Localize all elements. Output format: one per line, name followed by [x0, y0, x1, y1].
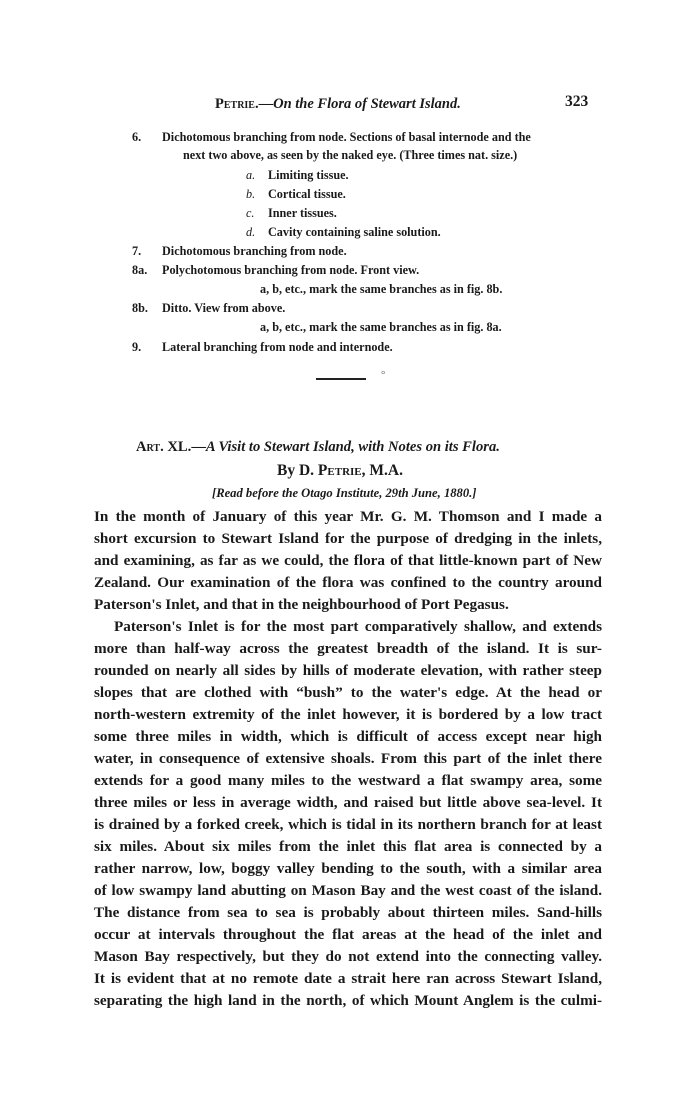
body-line: three miles or less in average width, and raised but little above sea-level. It: [94, 794, 602, 811]
legend-letter: a.: [246, 168, 256, 182]
body-line: Paterson's Inlet is for the most part comparatively shallow, and extends: [114, 618, 602, 635]
body-line: Mason Bay respectively, but they do not extend into the connecting valley.: [94, 948, 602, 965]
legend-letter: c.: [246, 206, 255, 220]
body-line: The distance from sea to sea is probably about thirteen miles. Sand-hills: [94, 904, 602, 921]
body-line: six miles. About six miles from the inlet this flat area is connected by a: [94, 838, 602, 855]
body-line: Zealand. Our examination of the flora was confined to the country around: [94, 574, 602, 591]
divider-mark: °: [381, 369, 386, 381]
body-line: Paterson's Inlet, and that in the neighbourhood of Port Pegasus.: [94, 596, 509, 613]
legend-text: Lateral branching from node and internode.: [162, 340, 393, 354]
legend-number: 6.: [132, 130, 142, 144]
section-divider: [316, 378, 366, 380]
body-line: water, in consequence of extensive shoals. From this part of the inlet there: [94, 750, 602, 767]
legend-letter: b.: [246, 187, 256, 201]
page-number: 323: [565, 93, 589, 110]
body-line: is drained by a forked creek, which is tidal in its northern branch for at least: [94, 816, 602, 833]
body-line: some three miles in width, which is difficult of access except near high: [94, 728, 602, 745]
body-line: rather narrow, low, boggy valley bending to the south, with a similar area: [94, 860, 602, 877]
legend-text: Dichotomous branching from node.: [162, 244, 347, 258]
body-line: rounded on nearly all sides by hills of moderate elevation, with rather steep: [94, 662, 602, 679]
body-line: north-western extremity of the inlet however, it is bordered by a low tract: [94, 706, 602, 723]
byline-prefix: By D.: [277, 462, 315, 479]
legend-text: next two above, as seen by the naked eye. (Three times nat. size.): [183, 148, 518, 162]
legend-text: Inner tissues.: [268, 206, 337, 220]
legend-number: 8b.: [132, 301, 148, 315]
body-line: It is evident that at no remote date a strait here ran across Stewart Island,: [94, 970, 602, 987]
byline-name: Petrie,: [317, 462, 366, 479]
body-line: short excursion to Stewart Island for the purpose of dredging in the inlets,: [94, 530, 602, 547]
legend-text: Limiting tissue.: [268, 168, 349, 182]
legend-number: 8a.: [132, 263, 148, 277]
legend-text: a, b, etc., mark the same branches as in fig. 8a.: [260, 320, 502, 334]
legend-number: 9.: [132, 340, 142, 354]
article-byline: [277, 462, 403, 480]
body-line: slopes that are clothed with “bush” to the water's edge. At the head or: [94, 684, 602, 701]
body-line: more than half-way across the greatest breadth of the island. It is sur-: [94, 640, 602, 657]
running-head-title-rest: On the Flora of Stewart Island.: [273, 96, 461, 112]
read-note: [Read before the Otago Institute, 29th June, 1880.]: [212, 486, 477, 500]
legend-text: Polychotomous branching from node. Front view.: [162, 263, 420, 277]
legend-text: a, b, etc., mark the same branches as in fig. 8b.: [260, 282, 503, 296]
article-dash: —: [191, 439, 206, 455]
article-title: A Visit to Stewart Island, with Notes on its Flora.: [205, 439, 500, 455]
running-head-separator: —: [258, 96, 274, 112]
body-line: separating the high land in the north, of which Mount Anglem is the culmi-: [94, 992, 602, 1009]
body-line: and examining, as far as we could, the flora of that little-known part of New: [94, 552, 602, 569]
legend-text: Dichotomous branching from node. Sections of basal internode and the: [162, 130, 531, 144]
body-line: occur at intervals throughout the flat areas at the head of the inlet and: [94, 926, 602, 943]
running-head: [0, 93, 686, 116]
legend-letter: d.: [246, 225, 256, 239]
legend-text: Cavity containing saline solution.: [268, 225, 441, 239]
running-head-author: Petrie.: [215, 96, 259, 112]
legend-number: 7.: [132, 244, 142, 258]
running-head-title: [215, 96, 461, 113]
body-line: of low swampy land abutting on Mason Bay and the west coast of the island.: [94, 882, 602, 899]
body-line: extends for a good many miles to the westward a flat swampy area, some: [94, 772, 602, 789]
article-label: Art. XL.: [136, 439, 192, 455]
article-heading: [136, 439, 500, 456]
body-line: In the month of January of this year Mr. G. M. Thomson and I made a: [94, 508, 602, 525]
legend-text: Ditto. View from above.: [162, 301, 286, 315]
legend-text: Cortical tissue.: [268, 187, 346, 201]
article-body: [94, 506, 602, 1012]
byline-suffix: M.A.: [369, 462, 403, 479]
